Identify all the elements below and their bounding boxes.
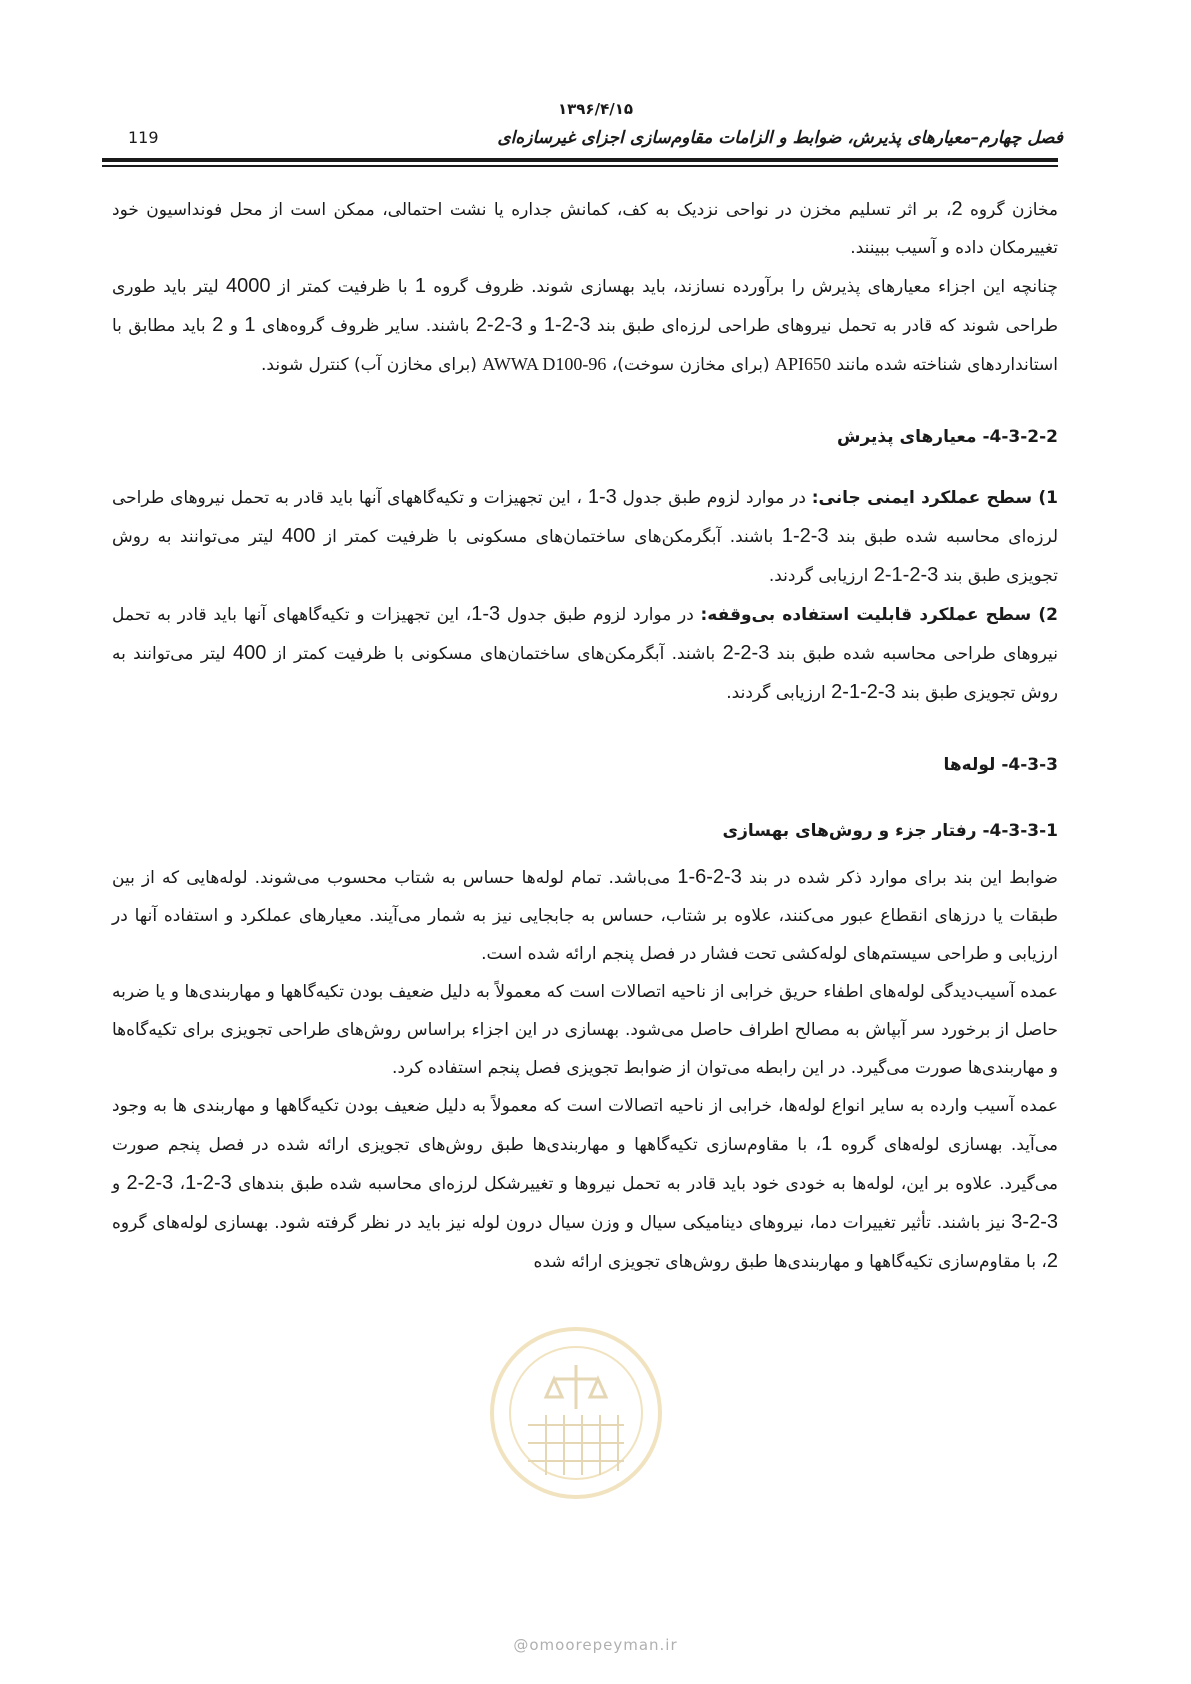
paragraph-fire-pipes: عمده آسیب‌دیدگی لوله‌های اطفاء حریق خرابی از ناحیه اتصالات است که معمولاً به دلیل ضعیف بودن تکیه‌گاهها و مهاربندی‌ها و یا ضربه حاصل از برخورد سر آبپاش به مصالح اطراف حاصل می‌شود. بهسازی در این اجزاء براساس روش‌های طراحی تجویزی برای تکیه‌گاه‌ها و مهاربندی‌ها صورت می‌گیرد. در این رابطه می‌توان از ضوابط تجویزی فصل پنجم استفاده کرد. — [112, 982, 1058, 1078]
header-rule-thin — [102, 165, 1058, 167]
paragraph-other-pipes: عمده آسیب وارده به سایر انواع لوله‌ها، خرابی از ناحیه اتصالات است که معمولاً به دلیل ضعیف بودن تکیه‌گاهها و مهاربندی ها به وجود می‌آید. بهسازی لوله‌های گروه 1، با مقاوم‌سازی تکیه‌گاهها و مهاربندی‌ها طبق روش‌های تجویزی ارائه شده در فصل پنجم صورت می‌گیرد. علاوه بر این، لوله‌ها به خودی خود باید قادر به تحمل نیروها و تغییرشکل لرزه‌ای محاسبه شده طبق بندهای 3-2-1، 3-2-2 و 3-2-3 نیز باشند. تأثیر تغییرات دما، نیروهای دینامیکی سیال و وزن سیال درون لوله نیز باید در نظر گرفته شود. بهسازی لوله‌های گروه 2، با مقاوم‌سازی تکیه‌گاهها و مهاربندی‌ها طبق روش‌های تجویزی ارائه شده — [112, 1096, 1058, 1272]
paragraph-pipes-scope: ضوابط این بند برای موارد ذکر شده در بند 3-2-6-1 می‌باشد. تمام لوله‌ها حساس به شتاب محسوب می‌شوند. لوله‌هایی که از بین طبقات یا درزهای انقطاع عبور می‌کنند، علاوه بر شتاب، حساس به جابجایی نیز به شمار می‌آیند. معیارهای عملکرد و استفاده آنها در ارزیابی و طراحی سیستم‌های لوله‌کشی تحت فشار در فصل پنجم ارائه شده است. — [112, 866, 1058, 964]
section-heading-pipes: 4-3-3- لوله‌ها — [943, 755, 1058, 775]
watermark-seal — [488, 1325, 664, 1501]
paragraph-group2-tanks: مخازن گروه 2، بر اثر تسلیم مخزن در نواحی نزدیک به کف، کمانش جداره یا نشت احتمالی، ممکن است از محل فونداسیون خود تغییرمکان داده و آسیب ببینند. — [112, 198, 1058, 258]
chapter-title: فصل چهارم–معیارهای پذیرش، ضوابط و الزامات مقاوم‌سازی اجزای غیرسازه‌ای — [497, 128, 1063, 148]
footer-site: @omoorepeyman.ir — [513, 1636, 678, 1654]
section-heading-behavior: 4-3-3-1- رفتار جزء و روش‌های بهسازی — [722, 821, 1058, 841]
paragraph-life-safety: 1) سطح عملکرد ایمنی جانی: در موارد لزوم طبق جدول 3-1 ، این تجهیزات و تکیه‌گاههای آنها باید قادر به تحمل نیروهای طراحی لرزه‌ای محاسبه شده طبق بند 3-2-1 باشند. آبگرمکن‌های ساختمان‌های مسکونی با ظرفیت کمتر از 400 لیتر می‌توانند به روش تجویزی طبق بند 3-2-1-2 ارزیابی گردند. — [112, 486, 1059, 586]
section-heading-acceptance: 4-3-2-2- معیارهای پذیرش — [837, 427, 1058, 447]
paragraph-retrofit-tanks: چنانچه این اجزاء معیارهای پذیرش را برآورده نسازند، باید بهسازی شوند. ظروف گروه 1 با ظرفیت کمتر از 4000 لیتر باید طوری طراحی شوند که قادر به تحمل نیروهای طراحی لرزه‌ای طبق بند 3-2-1 و 3-2-2 باشند. سایر ظروف گروه‌های 1 و 2 باید مطابق با استانداردهای شناخته شده مانند API650 (برای مخازن سوخت)، AWWA D100-96 (برای مخازن آب) کنترل شوند. — [112, 275, 1058, 375]
header-date: ۱۳۹۶/۴/۱۵ — [557, 100, 634, 118]
page-content — [112, 190, 1058, 1281]
page-number: 119 — [128, 128, 159, 147]
paragraph-immediate-occupancy: 2) سطح عملکرد قابلیت استفاده بی‌وقفه: در موارد لزوم طبق جدول 3-1، این تجهیزات و تکیه‌گاههای آنها باید قادر به تحمل نیروهای طراحی محاسبه شده طبق بند 3-2-2 باشند. آبگرمکن‌های ساختمان‌های مسکونی با ظرفیت کمتر از 400 لیتر می‌توانند به روش تجویزی طبق بند 3-2-1-2 ارزیابی گردند. — [112, 603, 1058, 703]
header-rule-thick — [102, 158, 1058, 162]
